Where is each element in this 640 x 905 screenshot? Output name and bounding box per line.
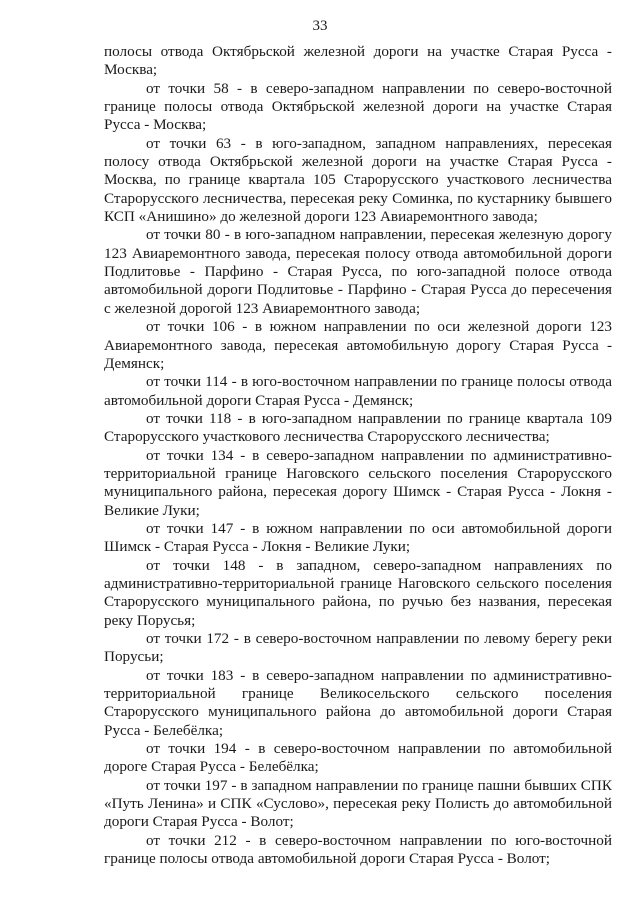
paragraph: от точки 118 - в юго-западном направлении по границе квартала 109 Старорусского участкового лесничества Старорусского лесничества;: [104, 409, 612, 446]
paragraph: от точки 197 - в западном направлении по границе пашни бывших СПК «Путь Ленина» и СПК «Суслово», пересекая реку Полисть до автомобильной дороги Старая Русса - Волот;: [104, 776, 612, 831]
paragraph: от точки 80 - в юго-западном направлении, пересекая железную дорогу 123 Авиаремонтного завода, пересекая полосу отвода автомобильной дороги Подлитовье - Парфино - Старая Русса, по юго-западной полосе отвода автомобильной дороги Подлитовье - Парфино - Старая Русса до пересечения с железной дорогой 123 Авиаремонтного завода;: [104, 226, 612, 317]
paragraph: от точки 134 - в северо-западном направлении по административно-территориальной границе Наговского сельского поселения Старорусского муниципального района, пересекая дорогу Шимск - Старая Русса - Локня - Великие Луки;: [104, 446, 612, 519]
paragraph: от точки 114 - в юго-восточном направлении по границе полосы отвода автомобильной дороги Старая Русса - Демянск;: [104, 373, 612, 409]
paragraph: от точки 58 - в северо-западном направлении по северо-восточной границе полосы отвода Октябрьской железной дороги на участке Старая Русса - Москва;: [104, 79, 612, 134]
paragraph: от точки 172 - в северо-восточном направлении по левому берегу реки Порусьи;: [104, 630, 612, 666]
paragraph: от точки 63 - в юго-западном, западном направлениях, пересекая полосу отвода Октябрьской железной дороги на участке Старая Русса - Москва, по границе квартала 105 Старорусского участкового лесничества Старорусского лесничества, пересекая реку Соминка, по кустарнику бывшего КСП «Анишино» до железной дороги 123 Авиаремонтного завода;: [104, 134, 612, 226]
document-body: [104, 43, 612, 868]
paragraph: от точки 106 - в южном направлении по оси железной дороги 123 Авиаремонтного завода, пересекая автомобильную дорогу Старая Русса - Демянск;: [104, 318, 612, 372]
paragraph: полосы отвода Октябрьской железной дороги на участке Старая Русса - Москва;: [104, 43, 612, 79]
page-number: 33: [312, 18, 328, 34]
paragraph: от точки 194 - в северо-восточном направлении по автомобильной дороге Старая Русса - Белебёлка;: [104, 740, 612, 776]
paragraph: от точки 147 - в южном направлении по оси автомобильной дороги Шимск - Старая Русса - Локня - Великие Луки;: [104, 519, 612, 556]
paragraph: от точки 183 - в северо-западном направлении по административно-территориальной границе Великосельского сельского поселения Старорусского муниципального района до автомобильной дороги Старая Русса - Белебёлка;: [104, 666, 612, 739]
paragraph: от точки 148 - в западном, северо-западном направлениях по административно-территориальной границе Наговского сельского поселения Старорусского муниципального района, по ручью без названия, пересекая реку Порусья;: [104, 556, 612, 629]
paragraph: от точки 212 - в северо-восточном направлении по юго-восточной границе полосы отвода автомобильной дороги Старая Русса - Волот;: [104, 831, 612, 868]
